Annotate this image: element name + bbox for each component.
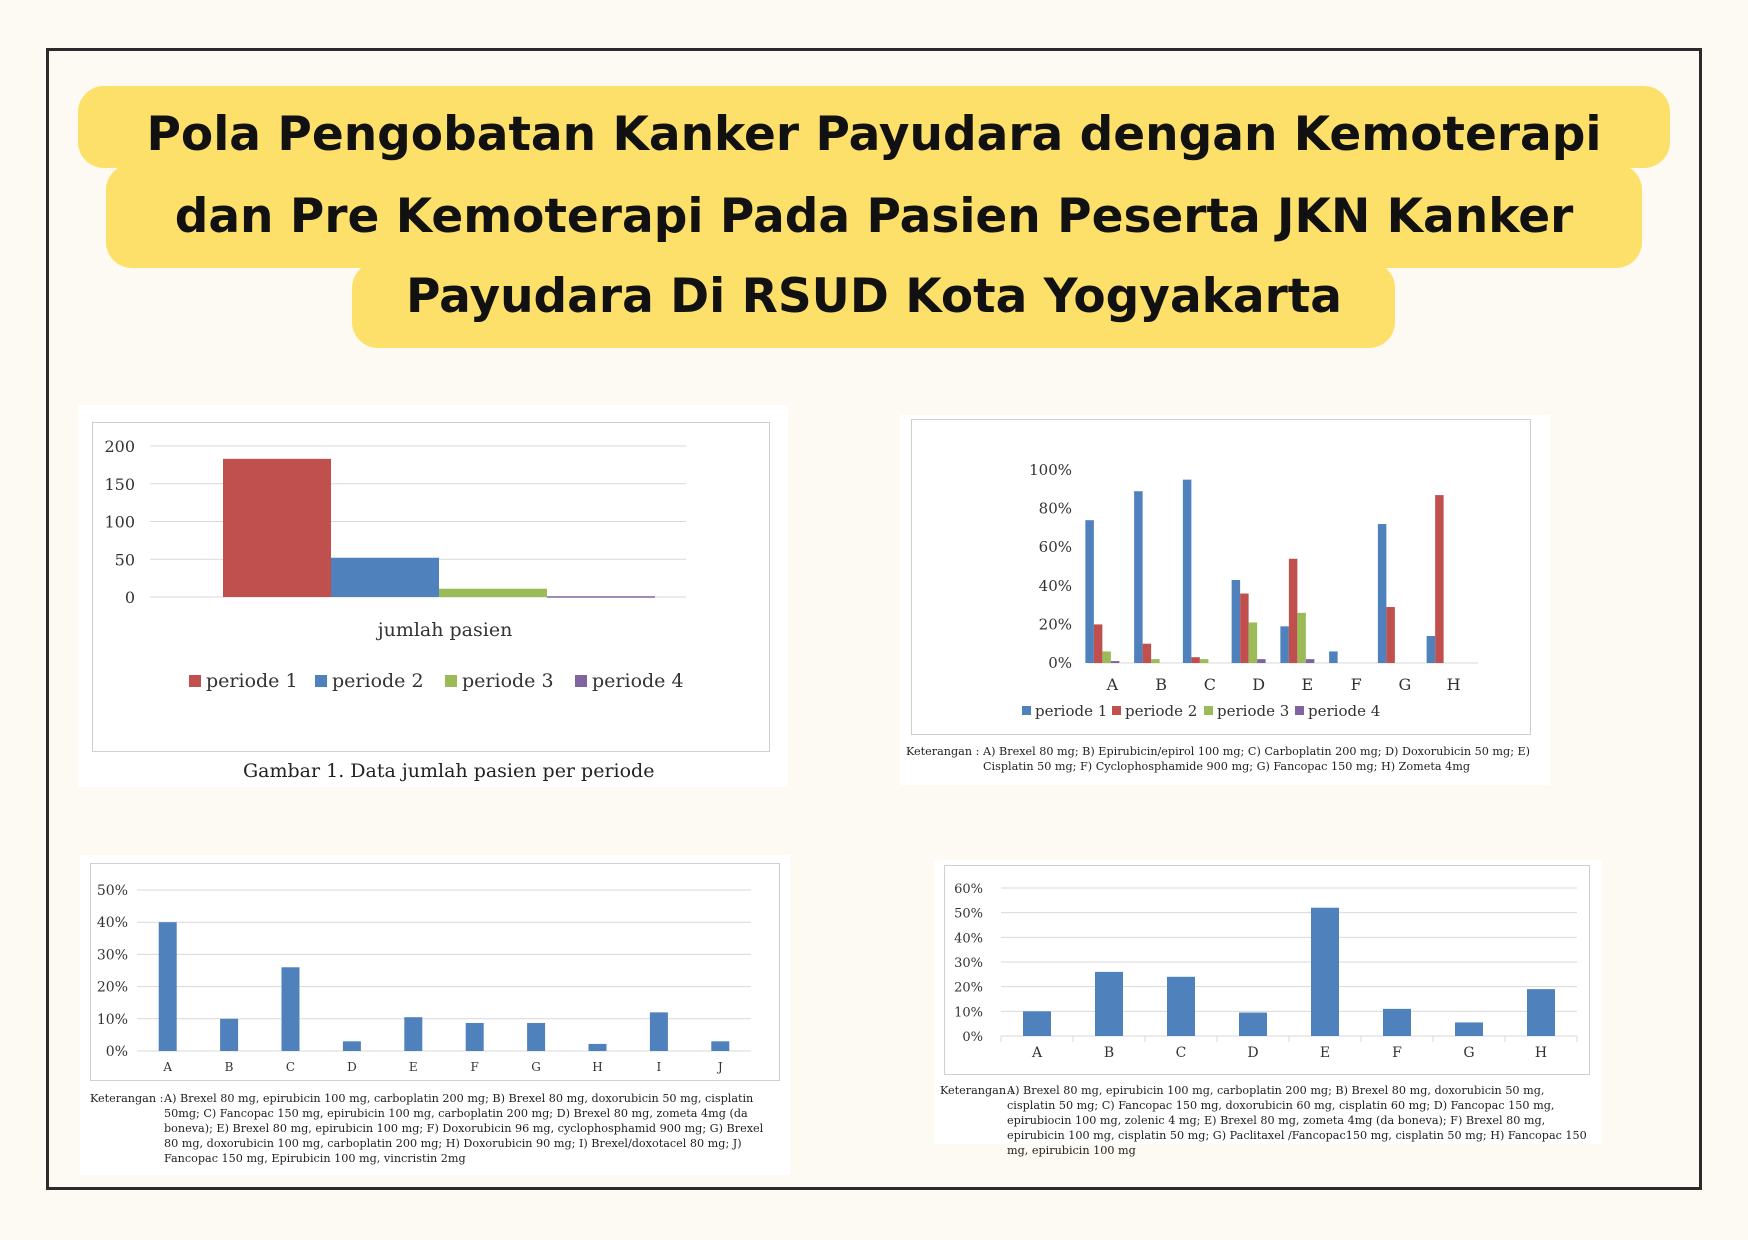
chart2-bar-F-periode-1 [1329,651,1338,663]
chart1-bar-periode-1 [223,459,331,597]
chart4-frame [944,865,1590,1075]
chart2-bar-A-periode-3 [1102,651,1111,663]
chart4-ytick: 0% [962,1030,983,1045]
chart1-legend-label: periode 3 [462,670,554,692]
chart2-bar-A-periode-4 [1111,661,1120,663]
chart3-note-label: Keterangan : [90,1092,164,1105]
chart2-bar-E-periode-1 [1280,626,1289,663]
chart3-bar-E [404,1017,422,1051]
chart4-note [940,1083,1590,1158]
chart2-bar-D-periode-1 [1232,580,1241,663]
chart4-xtick: B [1103,1045,1115,1061]
chart2-svg [912,420,1530,734]
chart3-ytick: 30% [96,947,128,964]
chart4-panel [934,860,1602,1157]
chart3-bar-D [343,1041,361,1051]
chart2-legend-swatch [1204,706,1213,715]
title-line-2: dan Pre Kemoterapi Pada Pasien Peserta JKN Kanker [174,189,1574,244]
chart4-bar-H [1527,989,1555,1036]
chart4-ytick: 60% [954,882,983,897]
chart1-svg [93,423,769,751]
chart3-ytick: 0% [105,1044,128,1060]
chart3-panel [80,855,790,1175]
chart3-bar-J [711,1041,729,1051]
chart1-legend-swatch [575,675,587,687]
chart4-bar-C [1167,977,1195,1036]
chart3-ytick: 10% [96,1011,128,1028]
chart4-xtick: H [1534,1045,1548,1061]
chart2-legend-label: periode 2 [1125,702,1198,720]
chart2-ytick: 80% [1038,499,1072,518]
chart3-xtick: A [163,1060,173,1074]
chart3-svg [91,864,779,1080]
chart3-xtick: I [656,1060,662,1074]
chart2-bar-H-periode-1 [1427,636,1436,663]
chart2-ytick: 60% [1038,538,1072,557]
chart4-bar-E [1311,908,1339,1036]
chart1-ytick: 100 [104,512,135,532]
chart2-ytick: 20% [1038,615,1072,634]
chart2-bar-G-periode-1 [1378,524,1387,663]
chart3-note [90,1091,780,1166]
chart3-xtick: D [347,1060,357,1074]
chart4-xtick: G [1463,1045,1475,1061]
chart3-note-text: A) Brexel 80 mg, epirubicin 100 mg, carboplatin 200 mg; B) Brexel 80 mg, doxorubicin 50 mg, cisplatin 50mg; C) Fancopac 150 mg, epirubicin 100 mg, carboplatin 200 mg; D) Brexel 80 mg, zometa 4mg (da boneva); E) Brexel 80 mg, epirubicin 100 mg; F) Doxorubicin 96 mg, cyclophosphamid 900 mg; G) Brexel 80 mg, doxorubicin 100 mg, carboplatin 200 mg; H) Doxorubicin 90 mg; I) Brexel/doxotacel 80 mg; J) Fancopac 150 mg, Epirubicin 100 mg, vincristin 2mg [164,1092,764,1165]
chart1-legend-label: periode 2 [332,670,424,692]
chart2-note-label: Keterangan : [906,745,980,758]
chart2-xtick: D [1252,675,1266,694]
chart2-bar-D-periode-3 [1249,622,1258,663]
chart2-legend-label: periode 4 [1308,702,1381,720]
chart1-ytick: 150 [104,474,135,494]
chart2-xtick: H [1446,675,1461,694]
chart3-ytick: 50% [96,883,128,899]
chart4-ytick: 20% [954,980,983,996]
chart4-note-label: Keterangan : [940,1084,1014,1097]
chart2-bar-B-periode-2 [1143,644,1152,663]
chart4-svg [945,866,1589,1074]
chart1-xlabel: jumlah pasien [377,619,513,641]
chart2-note-text: A) Brexel 80 mg; B) Epirubicin/epirol 100 mg; C) Carboplatin 200 mg; D) Doxorubicin 50 mg; E) Cisplatin 50 mg; F) Cyclophosphamide 900 mg; G) Fancopac 150 mg; H) Zometa 4mg [983,745,1531,773]
title-line-3: Payudara Di RSUD Kota Yogyakarta [405,269,1342,324]
chart2-xtick: F [1350,675,1362,694]
chart2-bar-A-periode-2 [1094,624,1103,663]
chart3-xtick: H [592,1060,603,1074]
chart3-bar-F [466,1023,484,1051]
chart1-ytick: 0 [124,588,135,607]
chart4-xtick: F [1392,1045,1402,1061]
chart1-frame [92,422,770,752]
chart1-bar-periode-3 [439,589,547,597]
chart3-bar-C [282,967,300,1051]
chart4-ytick: 10% [954,1005,983,1021]
chart4-note-text: A) Brexel 80 mg, epirubicin 100 mg, carboplatin 200 mg; B) Brexel 80 mg, doxorubicin 50 mg, cisplatin 50 mg; C) Fancopac 150 mg, doxorubicin 60 mg, cisplatin 60 mg; D) Fancopac 150 mg, epirubiocin 100 mg, zolenic 4 mg; E) Brexel 80 mg, zometa 4mg (da boneva); F) Brexel 80 mg, epirubicin 100 mg, cisplatin 50 mg; G) Paclitaxel /Fancopac150 mg, cisplatin 50 mg; H) Fancopac 150 mg, epirubicin 100 mg [1007,1084,1587,1157]
chart2-ytick: 100% [1029,461,1072,479]
chart2-xtick: B [1155,675,1168,694]
chart2-legend-swatch [1112,706,1121,715]
chart3-xtick: E [408,1060,418,1074]
chart1-bar-periode-4 [547,596,655,598]
chart4-bar-D [1239,1013,1267,1036]
chart2-bar-D-periode-4 [1257,659,1266,663]
chart1-legend-label: periode 1 [206,670,298,692]
chart2-xtick: E [1301,675,1314,694]
chart1-ytick: 200 [104,437,135,456]
chart2-bar-B-periode-3 [1151,659,1160,663]
chart3-ytick: 40% [96,915,128,932]
chart3-xtick: B [224,1060,234,1074]
chart2-bar-E-periode-2 [1289,559,1298,663]
chart4-xtick: E [1319,1045,1331,1061]
chart1-caption: Gambar 1. Data jumlah pasien per periode [243,760,655,782]
chart1-bar-periode-2 [331,558,439,597]
chart3-xtick: F [470,1060,479,1074]
chart3-frame [90,863,780,1081]
chart2-xtick: A [1106,675,1119,694]
chart1-ytick: 50 [114,550,135,570]
title-line-1: Pola Pengobatan Kanker Payudara dengan Kemoterapi [146,107,1602,162]
chart2-bar-D-periode-2 [1240,594,1249,663]
chart2-bar-A-periode-1 [1085,520,1094,663]
chart1-legend-label: periode 4 [592,670,684,692]
chart1-panel [78,405,788,787]
chart2-bar-C-periode-1 [1183,480,1192,663]
chart4-bar-A [1023,1011,1051,1036]
chart3-bar-B [220,1019,238,1051]
chart2-ytick: 0% [1048,654,1072,672]
chart2-bar-C-periode-3 [1200,659,1209,663]
chart3-xtick: C [285,1060,296,1074]
chart4-ytick: 30% [954,956,983,971]
chart2-bar-E-periode-4 [1306,659,1315,663]
chart2-legend-swatch [1295,706,1304,715]
chart2-bar-E-periode-3 [1297,613,1306,663]
chart2-frame [911,419,1531,735]
chart4-bar-F [1383,1009,1411,1036]
chart4-xtick: A [1031,1045,1043,1061]
chart2-bar-B-periode-1 [1134,491,1143,663]
chart3-bar-H [589,1044,607,1051]
chart2-xtick: G [1398,675,1412,694]
chart2-panel [900,415,1550,785]
chart2-ytick: 40% [1038,576,1072,595]
chart2-bar-H-periode-2 [1435,495,1444,663]
chart2-note [906,744,1546,774]
chart1-legend-swatch [315,675,327,687]
chart2-xtick: C [1203,675,1216,694]
chart4-ytick: 40% [954,931,983,947]
chart3-bar-G [527,1023,545,1051]
chart4-xtick: C [1175,1045,1187,1061]
chart3-bar-I [650,1012,668,1051]
chart2-legend-label: periode 1 [1035,702,1108,720]
chart2-bar-C-periode-2 [1191,657,1200,663]
chart1-legend-swatch [445,675,457,687]
chart3-xtick: G [531,1060,541,1074]
chart4-bar-B [1095,972,1123,1036]
chart2-bar-G-periode-2 [1386,607,1395,663]
chart3-ytick: 20% [96,979,128,996]
chart2-legend-label: periode 3 [1217,702,1290,720]
chart2-legend-swatch [1022,706,1031,715]
chart4-ytick: 50% [954,906,983,922]
chart1-legend-swatch [189,675,201,687]
chart3-bar-A [159,922,177,1051]
chart4-xtick: D [1247,1045,1259,1061]
chart3-xtick: J [717,1060,723,1074]
chart4-bar-G [1455,1022,1483,1036]
